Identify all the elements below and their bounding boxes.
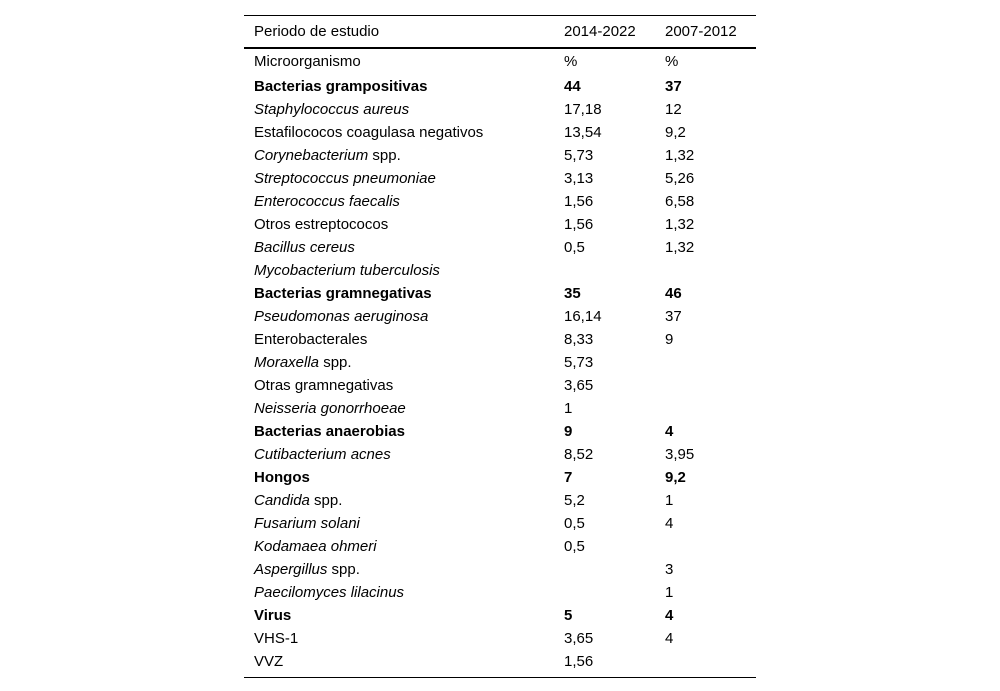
value-2014-2022: 0,5	[564, 239, 585, 256]
organism-name-part: Neisseria gonorrhoeae	[254, 400, 406, 417]
value-2014-2022	[554, 259, 655, 282]
value-2007-2012: 5,26	[665, 170, 695, 187]
table-row	[244, 213, 756, 236]
organism-name	[244, 236, 554, 259]
value-2007-2012: 9,2	[665, 469, 686, 486]
value-2007-2012: 4	[665, 630, 674, 647]
organism-name-part: Aspergillus	[254, 561, 328, 578]
group-row	[244, 282, 756, 305]
organism-name	[244, 282, 554, 305]
value-2014-2022: 35	[564, 285, 581, 302]
organism-name-part: Fusarium solani	[254, 515, 360, 532]
table-row	[244, 512, 756, 535]
organism-name-part: VHS-1	[254, 630, 299, 647]
organism-name	[244, 397, 554, 420]
value-2007-2012	[655, 259, 756, 282]
value-2014-2022: 0,5	[564, 515, 585, 532]
value-2007-2012	[655, 535, 756, 558]
table-row	[244, 328, 756, 351]
organism-name-part: Enterococcus faecalis	[254, 193, 400, 210]
value-2007-2012: 3,95	[665, 446, 695, 463]
table-row	[244, 374, 756, 397]
organism-name	[244, 466, 554, 489]
value-2007-2012: 1,32	[665, 239, 695, 256]
table-row	[244, 351, 756, 374]
value-2014-2022: 13,54	[564, 124, 602, 141]
organism-name	[244, 259, 554, 282]
organism-name	[244, 305, 554, 328]
value-2007-2012: 9	[665, 331, 674, 348]
table-header	[244, 16, 756, 49]
value-2007-2012: 4	[665, 607, 674, 624]
table-row	[244, 121, 756, 144]
organism-name-part: spp.	[368, 147, 401, 164]
value-2007-2012: 4	[665, 423, 674, 440]
organism-name-part: Cutibacterium acnes	[254, 446, 391, 463]
table-row	[244, 489, 756, 512]
value-2014-2022: 3,13	[564, 170, 594, 187]
organism-name-part: Paecilomyces lilacinus	[254, 584, 405, 601]
organism-name	[244, 213, 554, 236]
table-row	[244, 98, 756, 121]
value-2007-2012: 12	[665, 101, 682, 118]
header-study-period: Periodo de estudio	[254, 23, 380, 40]
table-row	[244, 305, 756, 328]
value-2007-2012: 6,58	[665, 193, 695, 210]
value-2014-2022: 5,2	[564, 492, 585, 509]
organism-name	[244, 535, 554, 558]
table-row	[244, 144, 756, 167]
value-2007-2012: 37	[665, 78, 682, 95]
table-row	[244, 190, 756, 213]
table-row	[244, 650, 756, 678]
value-2007-2012: 9,2	[665, 124, 686, 141]
value-2014-2022	[554, 581, 655, 604]
header-period-2007-2012: 2007-2012	[665, 23, 737, 40]
table-row	[244, 627, 756, 650]
organism-name-part: Bacterias grampositivas	[254, 78, 428, 95]
organism-name-part: Candida	[254, 492, 310, 509]
organism-name	[244, 604, 554, 627]
organism-name-part: Otros estreptococos	[254, 216, 389, 233]
value-2014-2022: 16,14	[564, 308, 602, 325]
value-2014-2022: 17,18	[564, 101, 602, 118]
organism-name	[244, 144, 554, 167]
organism-name	[244, 512, 554, 535]
organism-name-part: Estafilococos coagulasa negativos	[254, 124, 484, 141]
organism-name	[244, 351, 554, 374]
organism-name	[244, 443, 554, 466]
value-2014-2022: 8,33	[564, 331, 594, 348]
organism-name	[244, 121, 554, 144]
value-2014-2022: 1	[564, 400, 573, 417]
organism-name	[244, 328, 554, 351]
organism-name-part: Bacterias gramnegativas	[254, 285, 432, 302]
table-row	[244, 558, 756, 581]
group-row	[244, 75, 756, 98]
value-2007-2012: 1	[665, 584, 674, 601]
organism-name	[244, 190, 554, 213]
value-2014-2022: 9	[564, 423, 573, 440]
organism-name-part: VVZ	[254, 653, 284, 670]
table-row	[244, 397, 756, 420]
value-2007-2012: 4	[665, 515, 674, 532]
organism-name-part: Streptococcus pneumoniae	[254, 170, 436, 187]
value-2014-2022: 3,65	[564, 630, 594, 647]
table-row	[244, 535, 756, 558]
organism-name	[244, 420, 554, 443]
organism-name-part: Bacterias anaerobias	[254, 423, 405, 440]
value-2007-2012: 37	[665, 308, 682, 325]
table-row	[244, 167, 756, 190]
value-2014-2022: 0,5	[564, 538, 585, 555]
organism-name-part: spp.	[327, 561, 360, 578]
organism-name	[244, 75, 554, 98]
organism-name-part: Moraxella	[254, 354, 320, 371]
value-2007-2012: 1,32	[665, 216, 695, 233]
organism-name	[244, 98, 554, 121]
organism-name-part: Corynebacterium	[254, 147, 369, 164]
value-2014-2022: 5,73	[564, 147, 594, 164]
microorganism-table	[244, 15, 756, 678]
units-col2: %	[564, 53, 578, 70]
organism-name	[244, 581, 554, 604]
group-row	[244, 604, 756, 627]
organism-name-part: Bacillus cereus	[254, 239, 355, 256]
organism-name	[244, 167, 554, 190]
table-row	[244, 259, 756, 282]
organism-name	[244, 558, 554, 581]
table-body	[244, 48, 756, 678]
organism-name-part: Virus	[254, 607, 292, 624]
value-2007-2012	[655, 650, 756, 678]
units-col3: %	[665, 53, 679, 70]
header-row	[244, 16, 756, 49]
value-2014-2022: 5	[564, 607, 573, 624]
group-row	[244, 466, 756, 489]
value-2014-2022: 3,65	[564, 377, 594, 394]
value-2007-2012: 1,32	[665, 147, 695, 164]
value-2007-2012	[655, 374, 756, 397]
value-2014-2022	[554, 558, 655, 581]
organism-name-part: Enterobacterales	[254, 331, 368, 348]
value-2014-2022: 1,56	[564, 653, 594, 670]
units-label: Microorganismo	[254, 53, 361, 70]
organism-name	[244, 627, 554, 650]
value-2014-2022: 8,52	[564, 446, 594, 463]
value-2007-2012: 46	[665, 285, 682, 302]
organism-name-part: Mycobacterium tuberculosis	[254, 262, 440, 279]
table-row	[244, 581, 756, 604]
value-2014-2022: 1,56	[564, 216, 594, 233]
group-row	[244, 420, 756, 443]
organism-name	[244, 489, 554, 512]
organism-name-part: Hongos	[254, 469, 310, 486]
table-row	[244, 443, 756, 466]
units-row	[244, 48, 756, 75]
table-row	[244, 236, 756, 259]
value-2014-2022: 1,56	[564, 193, 594, 210]
value-2014-2022: 5,73	[564, 354, 594, 371]
organism-name	[244, 374, 554, 397]
organism-name-part: Staphylococcus aureus	[254, 101, 410, 118]
organism-name	[244, 650, 554, 678]
value-2007-2012: 3	[665, 561, 674, 578]
value-2007-2012: 1	[665, 492, 674, 509]
header-period-2014-2022: 2014-2022	[564, 23, 636, 40]
value-2014-2022: 44	[564, 78, 581, 95]
value-2014-2022: 7	[564, 469, 573, 486]
value-2007-2012	[655, 351, 756, 374]
value-2007-2012	[655, 397, 756, 420]
organism-name-part: Otras gramnegativas	[254, 377, 394, 394]
organism-name-part: Kodamaea ohmeri	[254, 538, 377, 555]
organism-name-part: Pseudomonas aeruginosa	[254, 308, 429, 325]
organism-name-part: spp.	[319, 354, 352, 371]
organism-name-part: spp.	[309, 492, 343, 509]
